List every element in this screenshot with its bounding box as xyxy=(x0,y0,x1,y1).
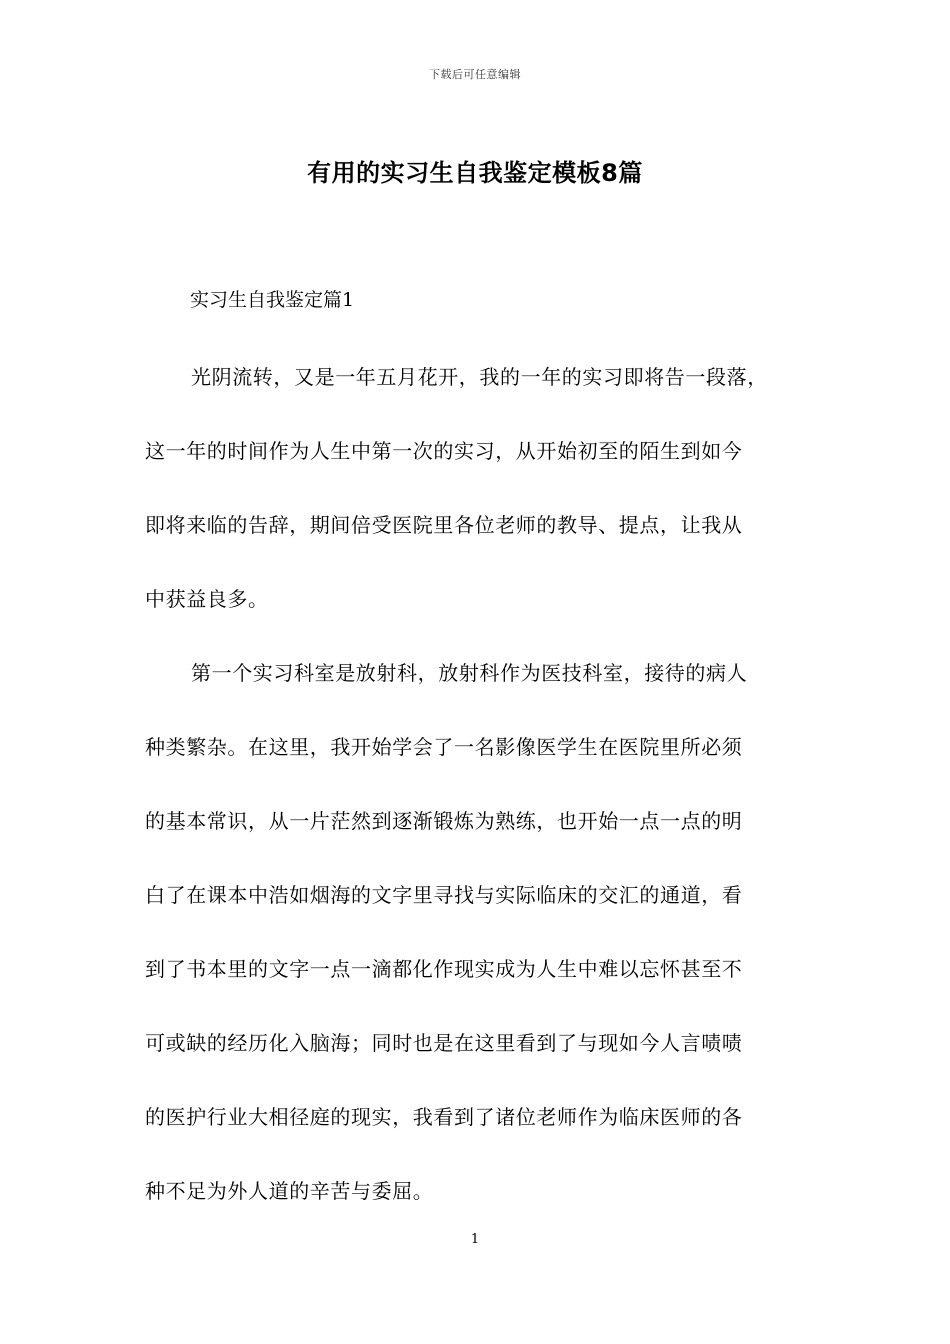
header-note: 下载后可任意编辑 xyxy=(429,68,521,81)
paragraph-line: 这一年的时间作为人生中第一次的实习，从开始初至的陌生到如今 xyxy=(145,439,743,463)
paragraph-2 xyxy=(145,636,845,1228)
paragraph-line: 可或缺的经历化入脑海；同时也是在这里看到了与现如今人言啧啧 xyxy=(145,1031,743,1055)
paragraph-line: 中获益良多。 xyxy=(145,587,269,611)
section-heading: 实习生自我鉴定篇1 xyxy=(190,289,355,311)
paragraph-line: 的基本常识，从一片茫然到逐渐锻炼为熟练，也开始一点一点的明 xyxy=(145,809,743,833)
paragraph-line: 光阴流转，又是一年五月花开，我的一年的实习即将告一段落， xyxy=(191,365,768,389)
paragraph-line: 到了书本里的文字一点一滴都化作现实成为人生中难以忘怀甚至不 xyxy=(145,957,743,981)
paragraph-line: 的医护行业大相径庭的现实，我看到了诸位老师作为临床医师的各 xyxy=(145,1105,743,1129)
page-number: 1 xyxy=(470,1232,480,1247)
paragraph-1 xyxy=(145,340,845,636)
paragraph-line: 白了在课本中浩如烟海的文字里寻找与实际临床的交汇的通道，看 xyxy=(145,883,743,907)
paragraph-line: 第一个实习科室是放射科，放射科作为医技科室，接待的病人 xyxy=(191,661,748,685)
paragraph-line: 即将来临的告辞，期间倍受医院里各位老师的教导、提点，让我从 xyxy=(145,513,743,537)
paragraph-line: 种不足为外人道的辛苦与委屈。 xyxy=(145,1179,434,1203)
paragraph-line: 种类繁杂。在这里，我开始学会了一名影像医学生在医院里所必须 xyxy=(145,735,743,759)
document-title: 有用的实习生自我鉴定模板8篇 xyxy=(307,159,643,187)
